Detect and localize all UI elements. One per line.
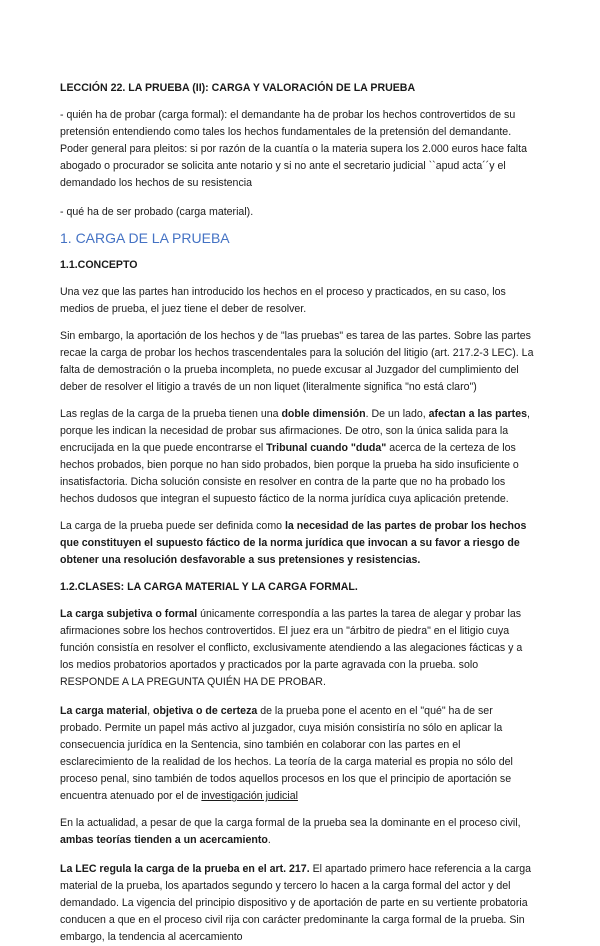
subsection-1-1-heading: 1.1.CONCEPTO xyxy=(60,259,138,271)
bold-text: afectan a las partes xyxy=(428,408,527,420)
section-1-heading: 1. CARGA DE LA PRUEBA xyxy=(60,230,230,246)
bold-text: La LEC regula la carga de la prueba en el art. 217. xyxy=(60,863,310,875)
bold-text: la necesidad de las partes de probar los hechos que constituyen el supuesto fáctico de la norma jurídica que invocan a su favor a riesgo de obtener una resolución desfavorable a sus pretensiones y resistencias. xyxy=(60,520,527,566)
clases-paragraph-3 xyxy=(60,815,536,849)
bold-text: doble dimensión xyxy=(281,408,366,420)
text-run: , porque les indican la necesidad de probar sus afirmaciones. De otro, son la única salida para la encrucijada en la que puede encontrarse el xyxy=(60,408,530,454)
subsection-1-2-heading: 1.2.CLASES: LA CARGA MATERIAL Y LA CARGA FORMAL. xyxy=(60,581,358,593)
text-run: , xyxy=(147,705,154,717)
bold-text: Tribunal cuando "duda" xyxy=(266,442,387,454)
underlined-text: investigación judicial xyxy=(201,790,298,802)
concepto-paragraph-1: Una vez que las partes han introducido los hechos en el proceso y practicados, en su caso, los medios de prueba, el juez tiene el deber de resolver. xyxy=(60,286,506,315)
text-run: En la actualidad, a pesar de que la carga formal de la prueba sea la dominante en el proceso civil, xyxy=(60,817,521,829)
bold-text: objetiva o de certeza xyxy=(153,705,258,717)
text-run: . xyxy=(267,834,271,846)
document-title: LECCIÓN 22. LA PRUEBA (II): CARGA Y VALORACIÓN DE LA PRUEBA xyxy=(60,82,416,94)
clases-paragraph-2 xyxy=(60,703,536,805)
bold-text: ambas teorías tienden a un acercamiento xyxy=(60,834,268,846)
concepto-paragraph-3 xyxy=(60,406,536,508)
text-run: acerca de la certeza de los hechos probados, bien porque no han sido probados, bien porque la prueba ha sido insuficiente o insatisfactoria. Dicha solución consiste en resolver en contra de la parte que no ha probado los hechos dudosos que integran el supuesto fáctico de la norma jurídica cuya aplicación pretende. xyxy=(60,442,519,505)
text-run: . De un lado, xyxy=(365,408,429,420)
intro-que-paragraph: - qué ha de ser probado (carga material). xyxy=(60,206,254,218)
text-run: El apartado primero hace referencia a la carga material de la prueba, los apartados segundo y tercero lo hacen a la carga formal del actor y del demandado. La vigencia del principio dispositivo y de aportación de parte en su vertiente probatoria conducen a que en el proceso civil rija con carácter predominante la carga formal de la prueba. Sin embargo, la tendencia al acercamiento xyxy=(60,863,532,943)
concepto-paragraph-2: Sin embargo, la aportación de los hechos y de "las pruebas" es tarea de las partes. Sobre las partes recae la carga de probar los hechos trascendentales para la solución del litigio (art. 217.2-3 LEC). La falta de demostración o la prueba incompleta, no puede excusar al Juzgador del cumplimiento del deber de resolver el litigio a través de un non liquet (literalmente significa "no está claro") xyxy=(60,330,534,393)
text-run: La carga de la prueba puede ser definida como xyxy=(60,520,285,532)
clases-paragraph-4 xyxy=(60,861,536,946)
text-run: Las reglas de la carga de la prueba tienen una xyxy=(60,408,282,420)
clases-paragraph-1 xyxy=(60,606,536,691)
bold-text: La carga subjetiva o formal xyxy=(60,608,198,620)
text-run: de la prueba pone el acento en el "qué" ha de ser probado. Permite un papel más activo al juzgador, cuya misión consistiría no sólo en aplicar la consecuencia jurídica en la Sentencia, sino también en colaborar con las partes en el esclarecimiento de la realidad de los hechos. La teoría de la carga material es propia no sólo del proceso penal, sino también de todos aquellos procesos en los que el principio de aportación se encuentra atenuado por el de xyxy=(60,705,513,802)
bold-text: La carga material xyxy=(60,705,148,717)
text-run: únicamente correspondía a las partes la tarea de alegar y probar las afirmaciones sobre los hechos controvertidos. El juez era un "árbitro de piedra" en el litigio cuya función consistía en resolver el conflicto, exclusivamente atendiendo a las alegaciones fácticas y a los medios probatorios aportados y practicados por la parte agravada con la prueba. solo RESPONDE A LA PREGUNTA QUIÉN HA DE PROBAR. xyxy=(60,608,523,688)
intro-quien-paragraph: - quién ha de probar (carga formal): el demandante ha de probar los hechos controvertidos de su pretensión entendiendo como tales los hechos fundamentales de la pretensión del demandante. Poder general para pleitos: si por razón de la cuantía o la materia supera los 2.000 euros hace falta abogado o procurador se solicita ante notario y si no ante el secretario judicial ``apud acta´´y el demandado los hechos de su resistencia xyxy=(60,109,527,189)
concepto-paragraph-4 xyxy=(60,518,536,569)
